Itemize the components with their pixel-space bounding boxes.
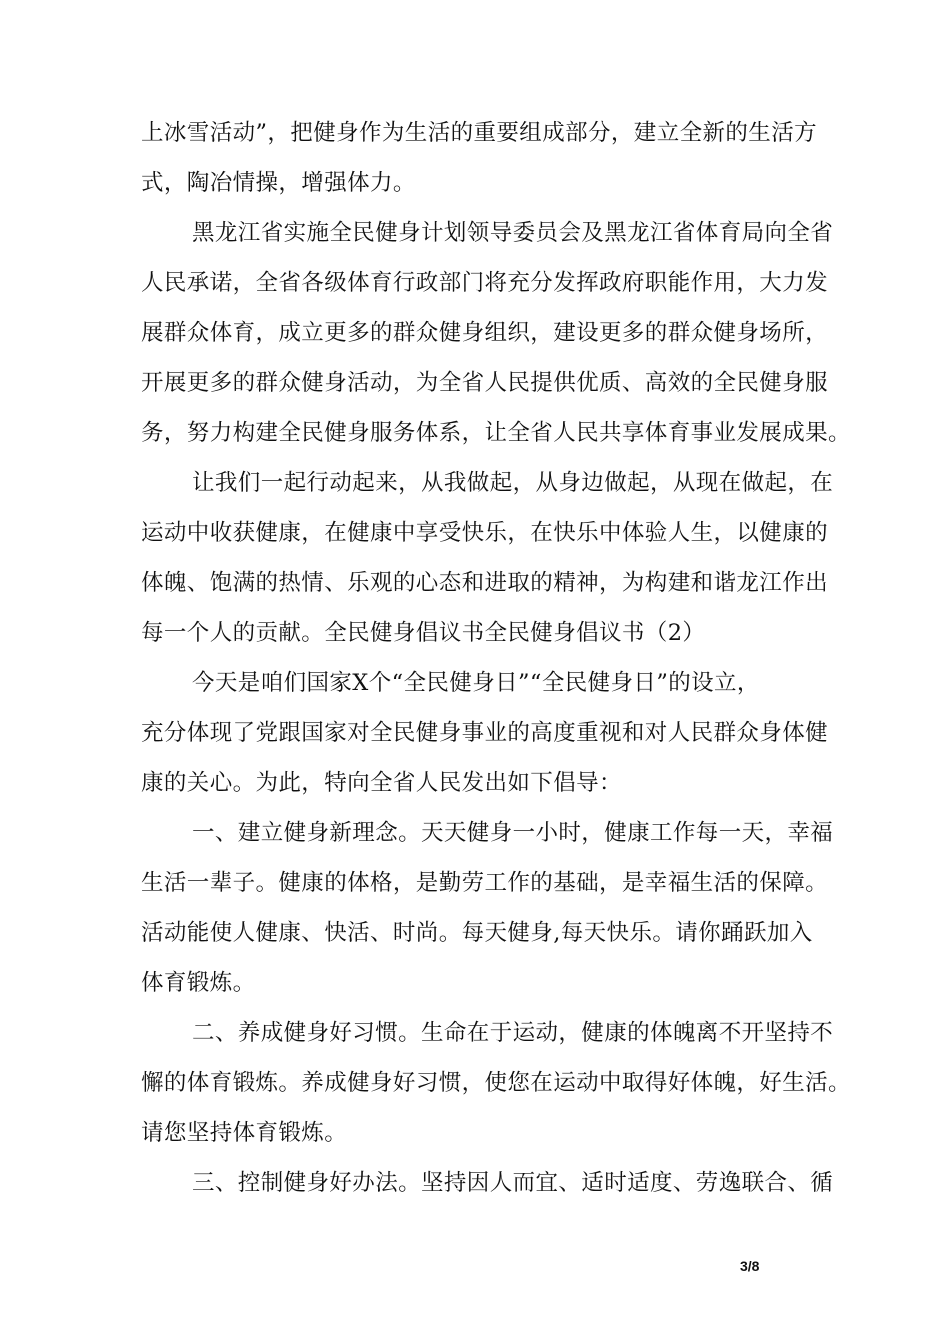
text-line: 充分体现了党跟国家对全民健身事业的高度重视和对人民群众身体健 [141, 720, 829, 746]
text-line: 人民承诺，全省各级体育行政部门将充分发挥政府职能作用，大力发 [141, 270, 829, 296]
text-line: 生活一辈子。健康的体格，是勤劳工作的基础，是幸福生活的保障。 [141, 870, 829, 896]
text-line: 让我们一起行动起来，从我做起，从身边做起，从现在做起，在 [192, 470, 834, 496]
text-line: 体魄、饱满的热情、乐观的心态和进取的精神，为构建和谐龙江作出 [141, 570, 829, 596]
text-line: 运动中收获健康，在健康中享受快乐，在快乐中体验人生，以健康的 [141, 520, 829, 546]
text-line: 请您坚持体育锻炼。 [141, 1120, 348, 1146]
text-line: 展群众体育，成立更多的群众健身组织，建设更多的群众健身场所， [141, 320, 829, 346]
text-line: 开展更多的群众健身活动，为全省人民提供优质、高效的全民健身服 [141, 370, 829, 396]
text-line: 务，努力构建全民健身服务体系，让全省人民共享体育事业发展成果。 [141, 420, 851, 446]
text-line: 一、建立健身新理念。天天健身一小时，健康工作每一天，幸福 [192, 820, 834, 846]
text-line: 康的关心。为此，特向全省人民发出如下倡导： [141, 770, 622, 796]
text-line: 活动能使人健康、快活、时尚。每天健身,每天快乐。请你踊跃加入 [141, 920, 813, 946]
text-line: 今天是咱们国家X个“全民健身日”“全民健身日”的设立， [192, 670, 760, 696]
text-line: 上冰雪活动”，把健身作为生活的重要组成部分，建立全新的生活方 [141, 120, 818, 146]
text-line: 黑龙江省实施全民健身计划领导委员会及黑龙江省体育局向全省 [192, 220, 834, 246]
text-line: 每一个人的贡献。全民健身倡议书全民健身倡议书（2） [141, 620, 706, 646]
page-number: 3/8 [740, 1258, 760, 1274]
text-line: 二、养成健身好习惯。生命在于运动，健康的体魄离不开坚持不 [192, 1020, 834, 1046]
text-line: 懈的体育锻炼。养成健身好习惯，使您在运动中取得好体魄，好生活。 [141, 1070, 851, 1096]
text-line: 体育锻炼。 [141, 970, 256, 996]
text-line: 三、控制健身好办法。坚持因人而宜、适时适度、劳逸联合、循 [192, 1170, 834, 1196]
text-line: 式，陶冶情操，增强体力。 [141, 170, 416, 196]
